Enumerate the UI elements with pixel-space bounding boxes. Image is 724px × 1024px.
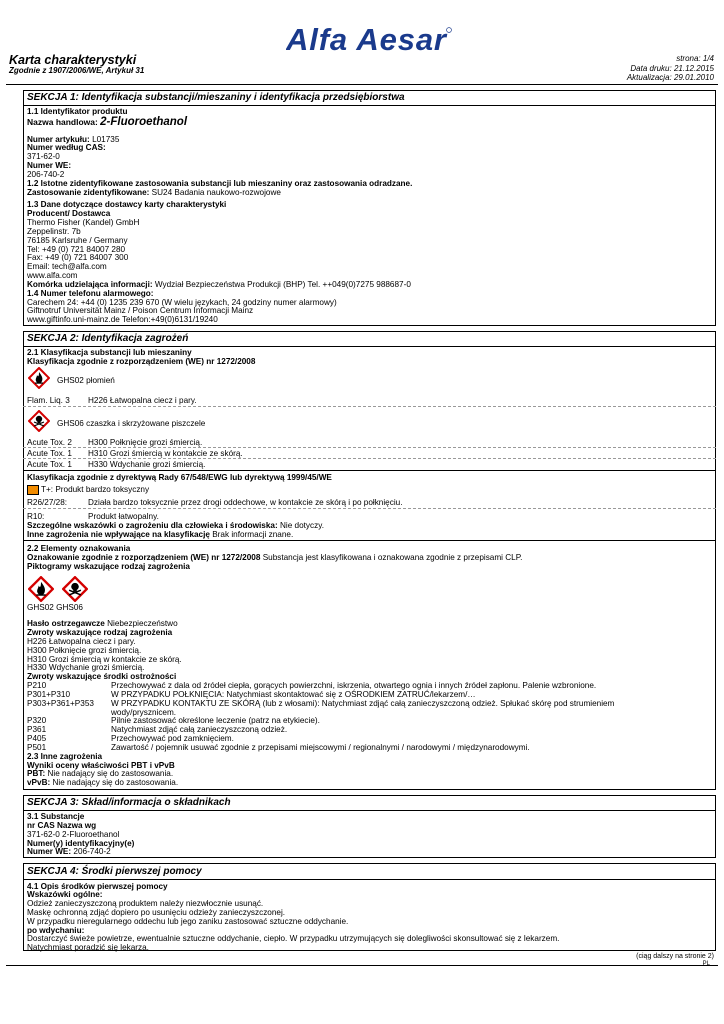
document-title: Karta charakterystyki bbox=[9, 53, 137, 67]
ghs02-label: GHS02 płomień bbox=[57, 376, 115, 385]
info-label: Komórka udzielająca informacji: bbox=[27, 280, 153, 289]
pbt-value: Nie nadający się do zastosowania. bbox=[47, 769, 174, 778]
hazard-statement: H226 Łatwopalna ciecz i pary. bbox=[27, 637, 136, 646]
s4-general-line: W przypadku nieregularnego oddechu lub jego zaniku zastosować sztuczne oddychanie. bbox=[27, 917, 349, 926]
logo-text: Alfa Aesar bbox=[286, 22, 446, 56]
s2-classification-heading: 2.1 Klasyfikacja substancji lub mieszaniny bbox=[27, 348, 192, 357]
s4-general-line: Odzież zanieczyszczoną produktem należy niezwłocznie usunąć. bbox=[27, 899, 264, 908]
label-reg-value: Substancja jest klasyfikowana i oznakowana zgodnie z przepisami CLP. bbox=[262, 553, 523, 562]
acute-text: H300 Połknięcie grozi śmiercią. bbox=[88, 438, 203, 447]
s3-substances-heading: 3.1 Substancje bbox=[27, 812, 85, 821]
address-line: Tel: +49 (0) 721 84007 280 bbox=[27, 245, 126, 254]
trade-name-label: Nazwa handlowa: bbox=[27, 117, 98, 127]
vpvb-value: Nie nadający się do zastosowania. bbox=[52, 778, 179, 787]
precaution-code: P320 bbox=[27, 716, 47, 725]
acute-code: Acute Tox. 2 bbox=[27, 438, 72, 447]
other-value: Brak informacji znane. bbox=[212, 530, 294, 539]
precaution-label: Zwroty wskazujące środki ostrożności bbox=[27, 672, 177, 681]
precaution-text: W PRZYPADKU POŁKNIĘCIA: Natychmiast skontaktować się z OŚRODKIEM ZATRUĆ/lekarzem/… bbox=[111, 690, 476, 699]
s1-info-row bbox=[27, 280, 411, 289]
hazard-statement: H300 Połknięcie grozi śmiercią. bbox=[27, 646, 142, 655]
address-line: Fax: +49 (0) 721 84007 300 bbox=[27, 253, 129, 262]
special-value: Nie dotyczy. bbox=[279, 521, 324, 530]
pbt-heading: Wyniki oceny właściwości PBT i vPvB bbox=[27, 761, 175, 770]
acute-text: H310 Grozi śmiercią w kontakcie ze skórą. bbox=[88, 449, 243, 458]
section-1-title: SEKCJA 1: Identyfikacja substancji/mieszaniny i identyfikacja przedsiębiorstwa bbox=[27, 92, 405, 103]
update-date: Aktualizacja: 29.01.2010 bbox=[626, 73, 714, 82]
emergency-line[interactable]: www.giftinfo.uni-mainz.de Telefon:+49(0)6131/19240 bbox=[27, 315, 218, 324]
s1-supplier-heading: 1.3 Dane dotyczące dostawcy karty charakterystyki bbox=[27, 200, 227, 209]
vpvb-label: vPvB: bbox=[27, 778, 51, 787]
document-subtitle: Zgodnie z 1907/2006/WE, Artykuł 31 bbox=[9, 66, 145, 75]
s3-identifier-heading: Numer(y) identyfikacyjny(e) bbox=[27, 839, 135, 848]
flam-text: H226 Łatwopalna ciecz i pary. bbox=[88, 396, 197, 405]
precaution-text: Zawartość / pojemnik usuwać zgodnie z przepisami miejscowymi / regionalnymi / narodowymi / międzynarodowymi. bbox=[111, 743, 530, 752]
section-4-separator bbox=[23, 879, 716, 880]
s2-special-row bbox=[27, 521, 324, 530]
address-line[interactable]: Email: tech@alfa.com bbox=[27, 262, 107, 271]
special-label: Szczególne wskazówki o zagrożeniu dla człowieka i środowiska: bbox=[27, 521, 278, 530]
ghs06-label: GHS06 czaszka i skrzyżowane piszczele bbox=[57, 419, 206, 428]
s2-clp-heading: Klasyfikacja zgodnie z rozporządzeniem (WE) nr 1272/2008 bbox=[27, 357, 256, 366]
ghs06-skull-icon bbox=[62, 576, 88, 602]
signal-label: Hasło ostrzegawcze bbox=[27, 619, 105, 628]
s3-cas-header: nr CAS Nazwa wg bbox=[27, 821, 97, 830]
emergency-line: Giftnotruf Universität Mainz / Poison Centrum Informacji Mainz bbox=[27, 306, 254, 315]
ghs02-flame-icon bbox=[28, 576, 54, 602]
dashed-separator bbox=[23, 406, 716, 407]
precaution-code: P303+P361+P353 bbox=[27, 699, 94, 708]
alfa-aesar-logo bbox=[286, 22, 452, 56]
s4-inhalation-line: Natychmiast poradzić się lekarza. bbox=[27, 943, 149, 952]
section-2-subseparator bbox=[23, 470, 716, 471]
use-label: Zastosowanie zidentyfikowane: bbox=[27, 188, 150, 197]
s1-trade-name-row bbox=[27, 118, 187, 127]
article-value: L01735 bbox=[92, 135, 120, 144]
section-2-subseparator bbox=[23, 540, 716, 541]
precaution-code: P361 bbox=[27, 725, 47, 734]
pbt-row bbox=[27, 769, 173, 778]
r10-code: R10: bbox=[27, 512, 45, 521]
s2-directive-heading: Klasyfikacja zgodnie z dyrektywą Rady 67/548/EWG lub dyrektywą 1999/45/WE bbox=[27, 473, 332, 482]
address-line: Thermo Fisher (Kandel) GmbH bbox=[27, 218, 140, 227]
s1-product-identifier: 1.1 Identyfikator produktu bbox=[27, 107, 128, 116]
precaution-text: W PRZYPADKU KONTAKTU ZE SKÓRĄ (lub z włosami): Natychmiast zdjąć całą zanieczyszczoną odzież. Spłukać skórę pod strumieniem bbox=[111, 699, 615, 708]
cas-label: Numer według CAS: bbox=[27, 143, 106, 152]
s4-general-line: Maskę ochronną zdjąć dopiero po usunięciu odzieży zanieczyszczonej. bbox=[27, 908, 286, 917]
section-2-title: SEKCJA 2: Identyfikacja zagrożeń bbox=[27, 333, 189, 344]
section-3-separator bbox=[23, 810, 716, 811]
emergency-line: Carechem 24: +44 (0) 1235 239 670 (W wielu językach, 24 godziny numer alarmowy) bbox=[27, 298, 337, 307]
s3-we-label: Numer WE: bbox=[27, 847, 72, 856]
s1-uses-heading: 1.2 Istotne zidentyfikowane zastosowania substancji lub mieszaniny oraz zastosowania odradzane. bbox=[27, 179, 413, 188]
pbt-label: PBT: bbox=[27, 769, 46, 778]
flam-code: Flam. Liq. 3 bbox=[27, 396, 70, 405]
s3-cas-row: 371-62-0 2-Fluoroethanol bbox=[27, 830, 120, 839]
pictogram-label: Piktogramy wskazujące rodzaj zagrożenia bbox=[27, 562, 190, 571]
dashed-separator bbox=[23, 458, 716, 459]
address-line: 76185 Karlsruhe / Germany bbox=[27, 236, 128, 245]
s1-emergency-heading: 1.4 Numer telefonu alarmowego: bbox=[27, 289, 154, 298]
vpvb-row bbox=[27, 778, 178, 787]
precaution-text: Przechowywać pod zamknięciem. bbox=[111, 734, 234, 743]
s3-we-row bbox=[27, 847, 111, 856]
pictogram-codes: GHS02 GHS06 bbox=[27, 603, 83, 612]
precaution-text: Pilnie zastosować określone leczenie (patrz na etykiecie). bbox=[111, 716, 320, 725]
acute-text: H330 Wdychanie grozi śmiercią. bbox=[88, 460, 206, 469]
r10-text: Produkt łatwopalny. bbox=[88, 512, 159, 521]
ghs06-skull-icon bbox=[28, 410, 50, 432]
s2-other-row bbox=[27, 530, 293, 539]
s2-signal-row bbox=[27, 619, 178, 628]
t-plus-label: T+: Produkt bardzo toksyczny bbox=[41, 485, 150, 494]
info-value: Wydział Bezpieczeństwa Produkcji (BHP) Tel. ++049(0)7275 988687-0 bbox=[154, 280, 411, 289]
acute-code: Acute Tox. 1 bbox=[27, 460, 72, 469]
precaution-code: P501 bbox=[27, 743, 47, 752]
use-value: SU24 Badania naukowo-rozwojowe bbox=[151, 188, 281, 197]
we-label: Numer WE: bbox=[27, 161, 72, 170]
we-value: 206-740-2 bbox=[27, 170, 65, 179]
precaution-code: P405 bbox=[27, 734, 47, 743]
hazard-statements-label: Zwroty wskazujące rodzaj zagrożenia bbox=[27, 628, 173, 637]
s2-label-reg-row bbox=[27, 553, 522, 562]
header-rule bbox=[6, 84, 718, 85]
s1-use-row bbox=[27, 188, 281, 197]
section-4-title: SEKCJA 4: Środki pierwszej pomocy bbox=[27, 866, 202, 877]
address-line: Zeppelinstr. 7b bbox=[27, 227, 81, 236]
section-1-separator bbox=[23, 105, 716, 106]
precaution-code: P210 bbox=[27, 681, 47, 690]
page-number: strona: 1/4 bbox=[676, 54, 714, 63]
section-2-separator bbox=[23, 346, 716, 347]
other-label: Inne zagrożenia nie wpływające na klasyfikację bbox=[27, 530, 210, 539]
s2-label-elements-heading: 2.2 Elementy oznakowania bbox=[27, 544, 131, 553]
dashed-separator bbox=[23, 508, 716, 509]
s2-other-hazards-heading: 2.3 Inne zagrożenia bbox=[27, 752, 103, 761]
print-date: Data druku: 21.12.2015 bbox=[630, 63, 714, 73]
s4-inhalation-line: Dostarczyć świeże powietrze, ewentualnie sztuczne oddychanie, ciepło. W przypadku utrzymujących się dolegliwości skonsultować się z lekarzem. bbox=[27, 934, 560, 943]
precaution-code: P301+P310 bbox=[27, 690, 71, 699]
language-code: PL bbox=[702, 961, 710, 967]
precaution-text: Natychmiast zdjąć całą zanieczyszczoną odzież. bbox=[111, 725, 288, 734]
r26-code: R26/27/28: bbox=[27, 498, 68, 507]
dashed-separator bbox=[23, 447, 716, 448]
toxic-t-plus-icon bbox=[27, 485, 39, 495]
article-label: Numer artykułu: bbox=[27, 135, 90, 144]
signal-value: Niebezpieczeństwo bbox=[107, 619, 178, 628]
hazard-statement: H310 Grozi śmiercią w kontakcie ze skórą. bbox=[27, 655, 182, 664]
acute-code: Acute Tox. 1 bbox=[27, 449, 72, 458]
section-3-title: SEKCJA 3: Skład/informacja o składnikach bbox=[27, 797, 231, 808]
s4-general-label: Wskazówki ogólne: bbox=[27, 890, 103, 899]
footer-rule bbox=[6, 965, 718, 966]
r26-text: Działa bardzo toksycznie przez drogi oddechowe, w kontakcie ze skórą i po połknięciu. bbox=[88, 498, 403, 507]
header-meta bbox=[627, 54, 714, 83]
precaution-text: wody/prysznicem. bbox=[111, 708, 177, 717]
s4-first-aid-heading: 4.1 Opis środków pierwszej pomocy bbox=[27, 882, 168, 891]
label-reg: Oznakowanie zgodnie z rozporządzeniem (WE) nr 1272/2008 bbox=[27, 553, 261, 562]
continued-note: (ciąg dalszy na stronie 2) bbox=[636, 953, 714, 960]
s4-inhalation-label: po wdychaniu: bbox=[27, 926, 85, 935]
cas-value: 371-62-0 bbox=[27, 152, 60, 161]
trade-name: 2-Fluoroethanol bbox=[100, 116, 188, 128]
s3-we-value: 206-740-2 bbox=[73, 847, 111, 856]
address-line[interactable]: www.alfa.com bbox=[27, 271, 78, 280]
ghs02-flame-icon bbox=[28, 367, 50, 389]
hazard-statement: H330 Wdychanie grozi śmiercią. bbox=[27, 663, 145, 672]
precaution-text: Przechowywać z dala od źródeł ciepła, gorących powierzchni, iskrzenia, otwartego ognia i innych źródeł zapłonu. Palenie wzbronione. bbox=[111, 681, 597, 690]
producer-label: Producent/ Dostawca bbox=[27, 209, 111, 218]
